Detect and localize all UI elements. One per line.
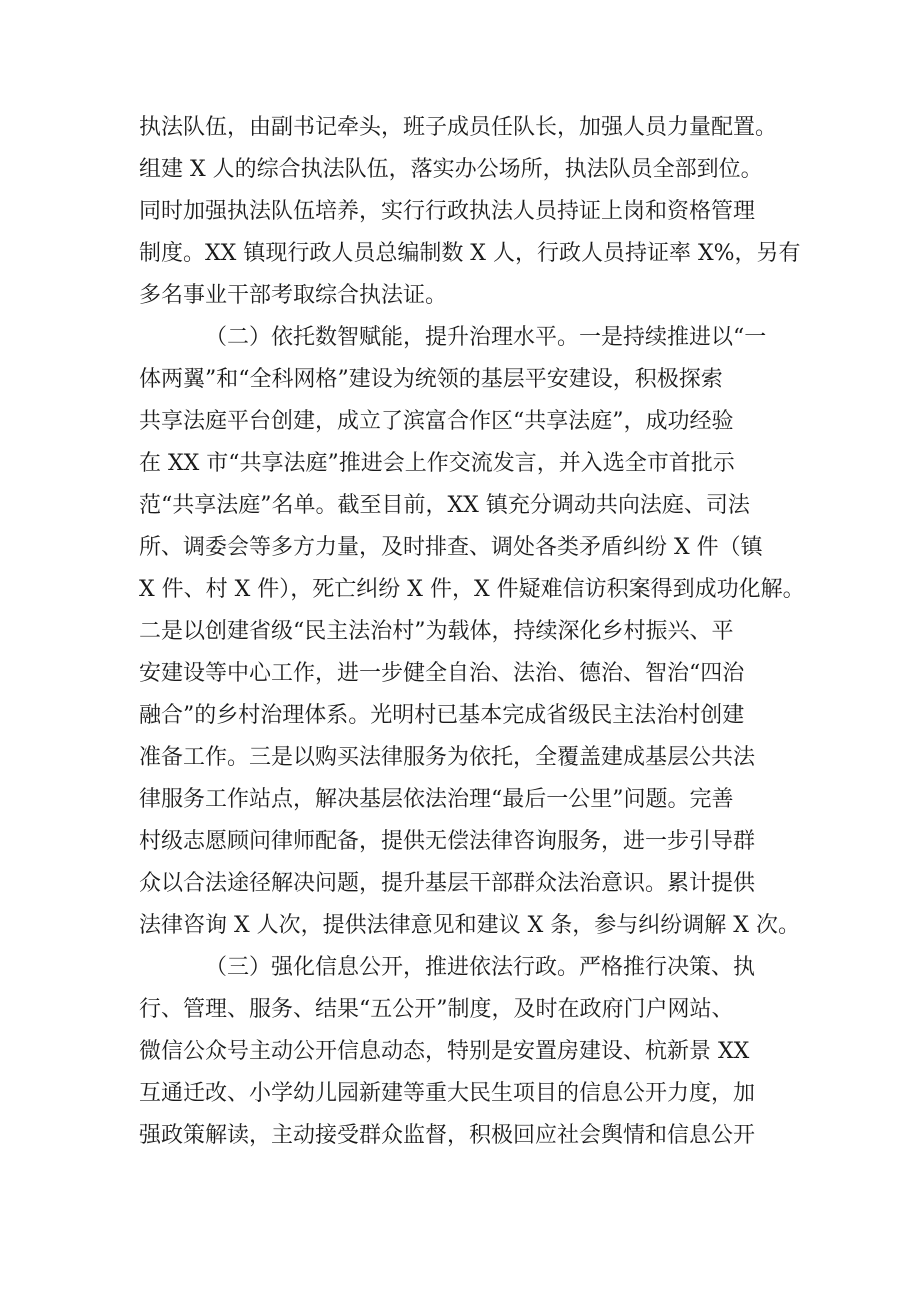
paragraph-line: 律服务工作站点，解决基层依法治理“最后一公里”问题。完善 xyxy=(139,787,734,812)
paragraph-line: 共享法庭平台创建，成立了滨富合作区“共享法庭”，成功经验 xyxy=(139,409,734,434)
section-heading-line: （三）强化信息公开，推进依法行政。严格推行决策、执 xyxy=(205,955,756,980)
paragraph-line: 微信公众号主动公开信息动态，特别是安置房建设、杭新景 XX xyxy=(139,1039,750,1064)
paragraph-line: 安建设等中心工作，进一步健全自治、法治、德治、智治“四治 xyxy=(139,661,745,686)
paragraph-line: 所、调委会等多方力量，及时排查、调处各类矛盾纠纷 X 件（镇 xyxy=(139,535,763,560)
paragraph-line: 行、管理、服务、结果“五公开”制度，及时在政府门户网站、 xyxy=(139,997,734,1022)
paragraph-line: 法律咨询 X 人次，提供法律意见和建议 X 条，参与纠纷调解 X 次。 xyxy=(139,913,800,938)
section-heading-line: （二）依托数智赋能，提升治理水平。一是持续推进以“一 xyxy=(205,325,767,350)
paragraph-line: 在 XX 市“共享法庭”推进会上作交流发言，并入选全市首批示 xyxy=(139,451,735,476)
paragraph-line: 执法队伍，由副书记牵头，班子成员任队长，加强人员力量配置。 xyxy=(139,115,778,140)
document-body xyxy=(139,107,805,1157)
paragraph-line: X 件、村 X 件），死亡纠纷 X 件，X 件疑难信访积案得到成功化解。 xyxy=(139,577,805,602)
paragraph-line: 村级志愿顾问律师配备，提供无偿法律咨询服务，进一步引导群 xyxy=(139,829,756,854)
paragraph-line: 多名事业干部考取综合执法证。 xyxy=(139,283,448,308)
paragraph-line: 体两翼”和“全科网格”建设为统领的基层平安建设，积极探索 xyxy=(139,367,723,392)
paragraph-line: 融合”的乡村治理体系。光明村已基本完成省级民主法治村创建 xyxy=(139,703,745,728)
paragraph-line: 准备工作。三是以购买法律服务为依托，全覆盖建成基层公共法 xyxy=(139,745,756,770)
paragraph-line: 组建 X 人的综合执法队伍，落实办公场所，执法队员全部到位。 xyxy=(139,157,763,182)
paragraph-line: 二是以创建省级“民主法治村”为载体，持续深化乡村振兴、平 xyxy=(139,619,734,644)
paragraph-line: 制度。XX 镇现行政人员总编制数 X 人，行政人员持证率 X%，另有 xyxy=(139,241,801,266)
paragraph-line: 范“共享法庭”名单。截至目前，XX 镇充分调动共向法庭、司法 xyxy=(139,493,750,518)
paragraph-line: 强政策解读，主动接受群众监督，积极回应社会舆情和信息公开 xyxy=(139,1123,756,1148)
paragraph-line: 众以合法途径解决问题，提升基层干部群众法治意识。累计提供 xyxy=(139,871,756,896)
paragraph-line: 同时加强执法队伍培养，实行行政执法人员持证上岗和资格管理 xyxy=(139,199,756,224)
paragraph-line: 互通迁改、小学幼儿园新建等重大民生项目的信息公开力度，加 xyxy=(139,1081,756,1106)
